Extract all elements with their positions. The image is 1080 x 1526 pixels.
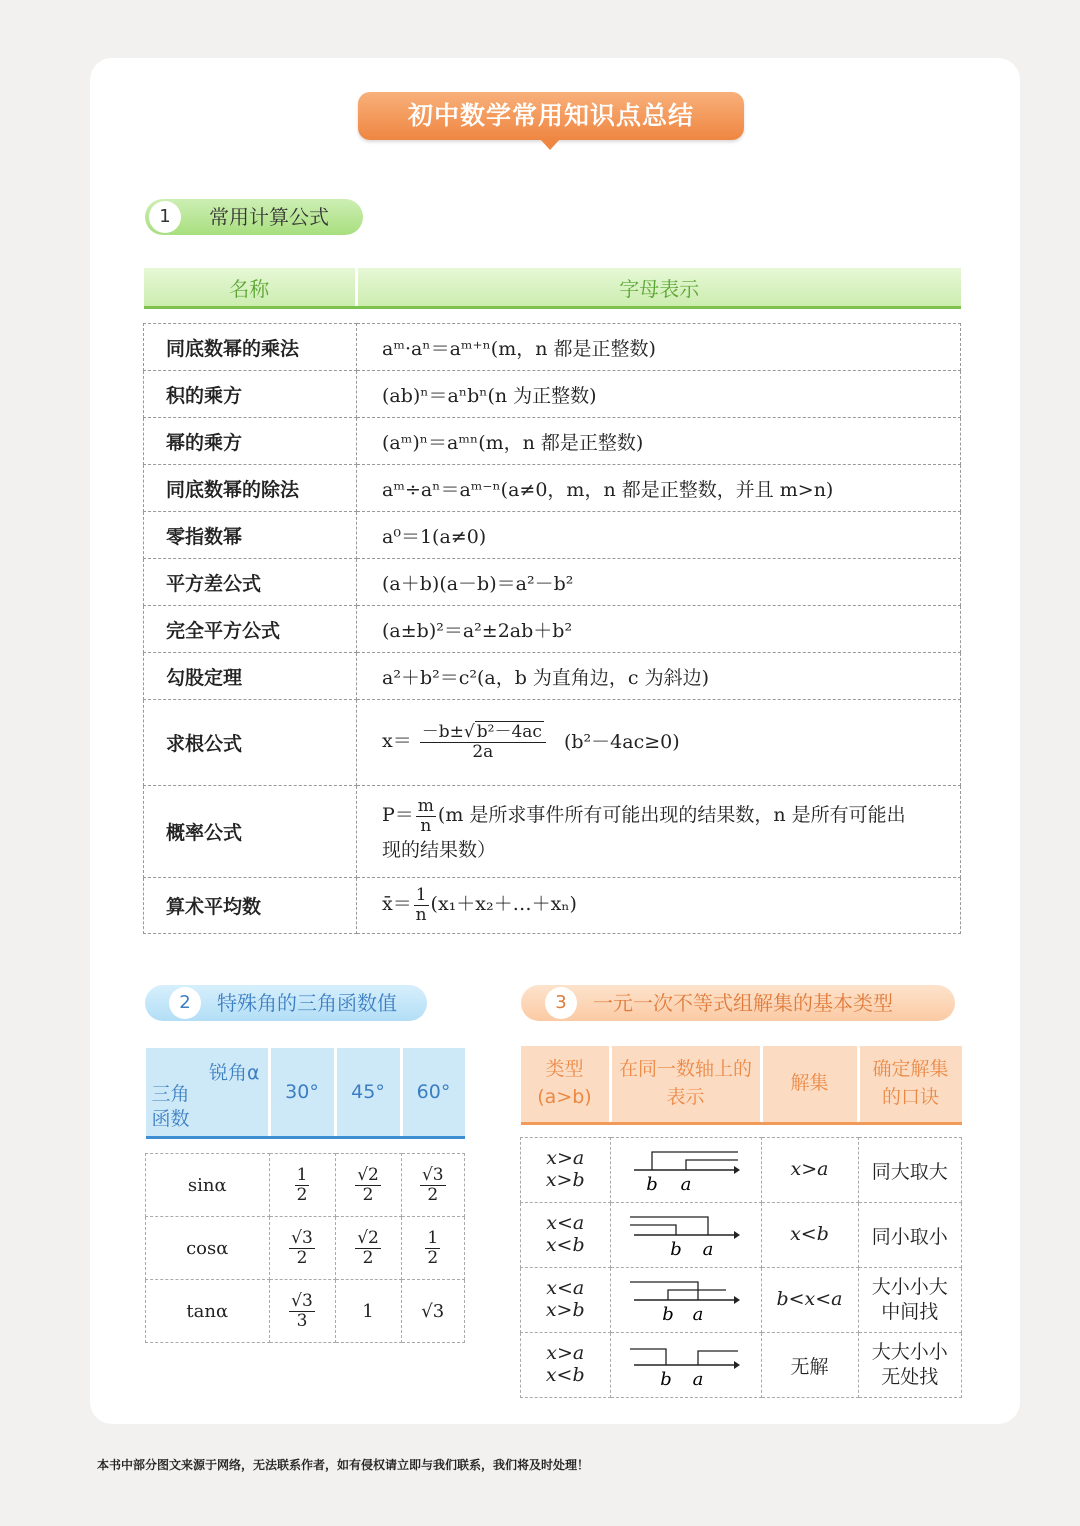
number-line: [610, 1203, 761, 1268]
rule: 大大小小无处找: [858, 1333, 962, 1398]
formula-name: 概率公式: [144, 786, 357, 878]
section-label: 特殊角的三角函数值: [217, 991, 397, 1015]
formula-expr: (aᵐ)ⁿ＝aᵐⁿ(m，n 都是正整数): [357, 418, 961, 465]
fraction-numerator: 1: [415, 885, 427, 906]
fraction-numerator: m: [417, 796, 434, 817]
label-a: a: [702, 1238, 713, 1259]
trig-value: $\frac{√3}{3}$: [269, 1280, 335, 1343]
trig-function: sinα: [146, 1154, 270, 1217]
trig-value: $\frac{√3}{2}$: [401, 1154, 464, 1217]
formula-name: 幂的乘方: [144, 418, 357, 465]
trig-table: [145, 1048, 465, 1343]
formula-table: [143, 268, 961, 934]
section-number: 1: [149, 201, 181, 233]
header-type: 类型(a>b): [521, 1046, 611, 1124]
inequality-type: [521, 1268, 611, 1333]
label-a: a: [680, 1173, 691, 1194]
label-b: b: [661, 1303, 674, 1324]
header-name: 名称: [144, 268, 357, 308]
solution: x>a: [761, 1138, 858, 1203]
inequality-2: x>b: [545, 1299, 585, 1321]
section-number: 3: [545, 987, 577, 1019]
inequality-type: [521, 1138, 611, 1203]
radicand: b²－4ac: [476, 722, 542, 743]
section-3-header: [521, 985, 955, 1021]
inequality-1: x>a: [546, 1342, 585, 1365]
trig-function: tanα: [146, 1280, 270, 1343]
fraction: [420, 723, 546, 761]
label-a: a: [692, 1368, 703, 1389]
section-label: 一元一次不等式组解集的基本类型: [593, 991, 893, 1015]
trig-value: $\frac{√3}{2}$: [269, 1217, 335, 1280]
label-b: b: [659, 1368, 672, 1389]
number-line: [610, 1138, 761, 1203]
section-label: 常用计算公式: [209, 205, 329, 229]
number-line: [610, 1268, 761, 1333]
rule: 同小取小: [858, 1203, 962, 1268]
copyright-footer: 本书中部分图文来源于网络，无法联系作者，如有侵权请立即与我们联系，我们将及时处理！: [97, 1458, 590, 1472]
page-title: 初中数学常用知识点总结: [358, 92, 744, 140]
inequality-2: x<b: [545, 1364, 585, 1386]
header-number-line: 在同一数轴上的表示: [610, 1046, 761, 1124]
numerator-prefix: －b±: [421, 722, 464, 743]
number-line-diagram: [630, 1207, 742, 1259]
trig-value: 1: [335, 1280, 401, 1343]
formula-name: 算术平均数: [144, 878, 357, 934]
formula-condition: (b²－4ac≥0): [563, 730, 680, 753]
inequality-2: x>b: [545, 1169, 585, 1191]
trig-function: cosα: [146, 1217, 270, 1280]
formula-expr: aᵐ÷aⁿ＝aᵐ⁻ⁿ(a≠0，m，n 都是正整数，并且 m>n): [357, 465, 961, 512]
fraction: [414, 886, 429, 924]
inequality-1: x<a: [546, 1212, 585, 1235]
angle-60: 60°: [401, 1048, 464, 1138]
number-line-diagram: [630, 1142, 742, 1194]
formula-expr: aᵐ·aⁿ＝aᵐ⁺ⁿ(m，n 都是正整数): [357, 324, 961, 371]
inequality-table: [520, 1046, 962, 1398]
fraction: [416, 797, 436, 835]
label-b: b: [645, 1173, 658, 1194]
formula-prefix: x＝: [382, 730, 412, 753]
section-1-header: [145, 199, 363, 235]
formula-name: 完全平方公式: [144, 606, 357, 653]
header-rule: 确定解集的口诀: [858, 1046, 962, 1124]
formula-name: 求根公式: [144, 700, 357, 786]
formula-name: 平方差公式: [144, 559, 357, 606]
section-2-header: [145, 985, 427, 1021]
trig-value: $\frac{1}{2}$: [401, 1217, 464, 1280]
fraction-denominator: n: [415, 905, 427, 925]
inequality-type: [521, 1333, 611, 1398]
rule: 同大取大: [858, 1138, 962, 1203]
fraction-denominator: 2a: [472, 742, 494, 762]
solution: 无解: [761, 1333, 858, 1398]
number-line-diagram: [630, 1337, 742, 1389]
inequality-type: [521, 1203, 611, 1268]
solution: x<b: [761, 1203, 858, 1268]
label-b: b: [669, 1238, 682, 1259]
section-number: 2: [169, 987, 201, 1019]
formula-text-continued: 现的结果数）: [382, 839, 497, 862]
corner-bottom: 三角函数: [151, 1083, 190, 1130]
trig-value: √3: [401, 1280, 464, 1343]
trig-value: $\frac{1}{2}$: [269, 1154, 335, 1217]
formula-name: 零指数幂: [144, 512, 357, 559]
rule: 大小小大中间找: [858, 1268, 962, 1333]
number-line-diagram: [630, 1272, 742, 1324]
formula-expr: (a＋b)(a－b)＝a²－b²: [357, 559, 961, 606]
inequality-1: x<a: [546, 1277, 585, 1300]
formula-expr: (ab)ⁿ＝aⁿbⁿ(n 为正整数): [357, 371, 961, 418]
label-a: a: [692, 1303, 703, 1324]
number-line: [610, 1333, 761, 1398]
formula-prefix: x̄＝: [382, 893, 412, 916]
inequality-2: x<b: [545, 1234, 585, 1256]
formula-expr: (a±b)²＝a²±2ab＋b²: [357, 606, 961, 653]
formula-text: (m 是所求事件所有可能出现的结果数，n 是所有可能出: [437, 804, 906, 827]
formula-name: 积的乘方: [144, 371, 357, 418]
header-solution: 解集: [761, 1046, 858, 1124]
header-expression: 字母表示: [357, 268, 961, 308]
trig-value: $\frac{√2}{2}$: [335, 1217, 401, 1280]
solution: b<x<a: [761, 1268, 858, 1333]
corner-header: [146, 1048, 270, 1138]
angle-30: 30°: [269, 1048, 335, 1138]
corner-top: 锐角α: [208, 1062, 260, 1084]
formula-expr: a²＋b²＝c²(a，b 为直角边，c 为斜边): [357, 653, 961, 700]
formula-name: 同底数幂的乘法: [144, 324, 357, 371]
formula-text: (x₁＋x₂＋…＋xₙ): [430, 893, 577, 916]
formula-expr: a⁰＝1(a≠0): [357, 512, 961, 559]
trig-value: $\frac{√2}{2}$: [335, 1154, 401, 1217]
quadratic-formula: [357, 700, 961, 786]
formula-prefix: P＝: [382, 804, 414, 827]
fraction-denominator: n: [420, 815, 432, 836]
probability-formula: [357, 786, 961, 878]
mean-formula: [357, 878, 961, 934]
inequality-1: x>a: [546, 1147, 585, 1170]
angle-45: 45°: [335, 1048, 401, 1138]
formula-name: 勾股定理: [144, 653, 357, 700]
fraction-numerator: －b±√ b²－4ac: [420, 723, 546, 743]
formula-name: 同底数幂的除法: [144, 465, 357, 512]
